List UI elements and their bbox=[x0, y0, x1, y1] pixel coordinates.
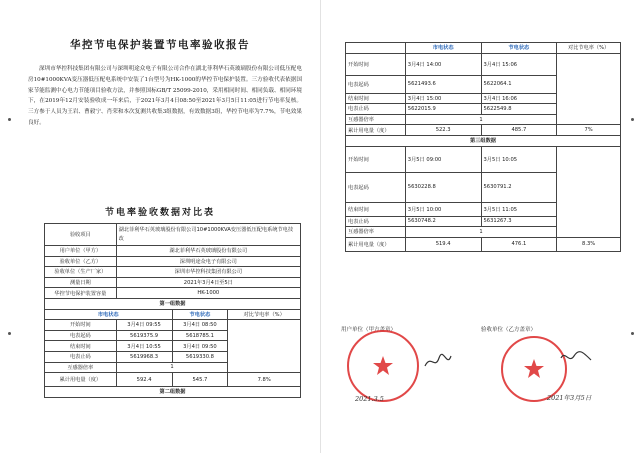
saver-header: 节电状态 bbox=[481, 43, 557, 54]
ratio-value: 7% bbox=[557, 125, 621, 136]
city-cumulative: 592.4 bbox=[116, 373, 172, 387]
data-row bbox=[346, 53, 621, 75]
row-label: 互感器倍率 bbox=[346, 227, 406, 238]
saver-start-time: 3月4日 08:50 bbox=[172, 320, 228, 331]
row-label: 开始时间 bbox=[346, 53, 406, 75]
ratio-value: 7.8% bbox=[228, 373, 301, 387]
report-title: 华控节电保护装置节电率验收报告 bbox=[70, 39, 250, 51]
city-header: 市电状态 bbox=[45, 309, 173, 320]
info-and-group1-table bbox=[44, 223, 301, 398]
ratio-value: 8.3% bbox=[557, 237, 621, 251]
table-title: 节电率验收数据对比表 bbox=[104, 208, 215, 218]
ratio-blank bbox=[228, 320, 301, 373]
saver-cumulative: 545.7 bbox=[172, 373, 228, 387]
city-cumulative: 522.3 bbox=[405, 125, 481, 136]
ratio-blank bbox=[557, 53, 621, 125]
row-label: 结束时间 bbox=[346, 93, 406, 104]
group2-and-3-table bbox=[345, 42, 621, 252]
city-end-time: 3月4日 10:55 bbox=[116, 341, 172, 352]
data-row bbox=[45, 373, 301, 387]
ratio-header: 对比节电率（%） bbox=[557, 43, 621, 54]
saver-end-meter: 5622549.8 bbox=[481, 104, 557, 115]
saver-end-meter: 5619330.8 bbox=[172, 351, 228, 362]
info-value: HK-1000 bbox=[116, 288, 300, 299]
left-page bbox=[0, 0, 320, 453]
row-label: 开始时间 bbox=[45, 320, 117, 331]
info-row bbox=[45, 224, 301, 246]
data-row bbox=[346, 125, 621, 136]
group-heading: 第三组数据 bbox=[346, 135, 621, 146]
city-start-time: 3月4日 09:55 bbox=[116, 320, 172, 331]
saver-cumulative: 485.7 bbox=[481, 125, 557, 136]
saver-start-time: 3月5日 10:05 bbox=[481, 146, 557, 172]
info-label: 华控节电保护装置容量 bbox=[45, 288, 117, 299]
ratio-blank bbox=[557, 146, 621, 237]
city-start-meter: 5621493.6 bbox=[405, 75, 481, 93]
group-heading: 第二组数据 bbox=[45, 387, 301, 398]
city-header: 市电状态 bbox=[405, 43, 481, 54]
report-body: 深圳市华控科技集团有限公司与深圳明途众电子有限公司合作在湖北菲利华石英玻璃股份有限公司低压配电房10#1000KVA变压器低压配电系统中安装了1台型号为HK-1000的华控节电保护装置。三方验收代表依据国家节能监测中心电力节能项目验收方法，并参照国标GB/T 25099-2010，采用相同时间、相同负载、相同环境下，在2019年12月安装验收成一年来后，于2021年3月4日08:50至2021年3月5日11:05进行节电率复核。三方参于人员为王岩、曹毅宁、肖荣和本次复测共收集3组数据，有效数据3组，华控节电率为7.7%，节电效果良好。 bbox=[28, 66, 302, 126]
info-row bbox=[45, 246, 301, 257]
party-a-signature bbox=[423, 352, 453, 374]
seal-star-icon bbox=[503, 338, 565, 400]
info-label: 用户单位（甲方） bbox=[45, 246, 117, 257]
row-label: 电表止码 bbox=[346, 104, 406, 115]
info-row bbox=[45, 288, 301, 299]
info-row bbox=[45, 277, 301, 288]
row-label: 开始时间 bbox=[346, 146, 406, 172]
row-label: 互感器倍率 bbox=[346, 114, 406, 125]
party-b-signature bbox=[559, 348, 593, 370]
saver-end-time: 3月4日 16:06 bbox=[481, 93, 557, 104]
saver-cumulative: 476.1 bbox=[481, 237, 557, 251]
info-row bbox=[45, 256, 301, 267]
punch-hole bbox=[631, 332, 634, 335]
saver-end-time: 3月4日 09:50 bbox=[172, 341, 228, 352]
header-row bbox=[346, 43, 621, 54]
saver-start-meter: 5630791.2 bbox=[481, 172, 557, 202]
city-start-meter: 5630228.8 bbox=[405, 172, 481, 202]
row-label: 电表止码 bbox=[45, 351, 117, 362]
saver-header: 节电状态 bbox=[172, 309, 228, 320]
saver-start-meter: 5622064.1 bbox=[481, 75, 557, 93]
info-value: 湖北菲利华石英玻璃股份有限公司 bbox=[116, 246, 300, 257]
row-label: 累计用电量（度） bbox=[346, 237, 406, 251]
saver-end-meter: 5631267.3 bbox=[481, 216, 557, 227]
ratio-header: 对比节电率（%） bbox=[228, 309, 301, 320]
data-row bbox=[45, 320, 301, 331]
party-a-label: 用户单位（甲方盖章） bbox=[341, 327, 397, 333]
party-b-date: 2021年3月5日 bbox=[547, 394, 592, 402]
ct-ratio-value: 1 bbox=[405, 114, 556, 125]
punch-hole bbox=[8, 332, 11, 335]
city-end-meter: 5630748.2 bbox=[405, 216, 481, 227]
punch-hole bbox=[8, 118, 11, 121]
party-b-label: 验收单位（乙方盖章） bbox=[481, 327, 537, 333]
info-label: 测量日期 bbox=[45, 277, 117, 288]
saver-start-time: 3月4日 15:06 bbox=[481, 53, 557, 75]
row-label: 互感器倍率 bbox=[45, 362, 117, 373]
punch-hole bbox=[631, 118, 634, 121]
data-row bbox=[346, 237, 621, 251]
row-label: 累计用电量（度） bbox=[45, 373, 117, 387]
city-start-time: 3月5日 09:00 bbox=[405, 146, 481, 172]
ct-ratio-value: 1 bbox=[116, 362, 228, 373]
city-start-time: 3月4日 14:00 bbox=[405, 53, 481, 75]
party-a-seal bbox=[347, 330, 419, 402]
info-label: 验收项目 bbox=[45, 224, 117, 246]
info-value: 深圳明途众电子有限公司 bbox=[116, 256, 300, 267]
header-row bbox=[45, 309, 301, 320]
row-label: 电表止码 bbox=[346, 216, 406, 227]
city-end-meter: 5619968.3 bbox=[116, 351, 172, 362]
city-end-time: 3月4日 15:00 bbox=[405, 93, 481, 104]
saver-start-meter: 5618785.1 bbox=[172, 330, 228, 341]
group-heading: 第一组数据 bbox=[45, 298, 301, 309]
info-row bbox=[45, 267, 301, 278]
saver-end-time: 3月5日 11:05 bbox=[481, 202, 557, 216]
row-label: 电表起码 bbox=[45, 330, 117, 341]
ct-ratio-value: 1 bbox=[405, 227, 556, 238]
party-a-date: 2021.3.5 bbox=[355, 395, 384, 403]
row-label: 结束时间 bbox=[45, 341, 117, 352]
row-label: 累计用电量（度） bbox=[346, 125, 406, 136]
city-start-meter: 5619375.9 bbox=[116, 330, 172, 341]
seal-star-icon bbox=[349, 332, 417, 400]
blank-cell bbox=[346, 43, 406, 54]
data-row bbox=[346, 146, 621, 172]
info-label: 验收单位（生产厂家） bbox=[45, 267, 117, 278]
city-cumulative: 519.4 bbox=[405, 237, 481, 251]
info-label: 验收单位（乙方） bbox=[45, 256, 117, 267]
info-value: 深圳市华控科技集团有限公司 bbox=[116, 267, 300, 278]
right-page bbox=[320, 0, 641, 453]
row-label: 结束时间 bbox=[346, 202, 406, 216]
row-label: 电表起码 bbox=[346, 75, 406, 93]
city-end-meter: 5622015.9 bbox=[405, 104, 481, 115]
row-label: 电表起码 bbox=[346, 172, 406, 202]
info-value: 2021年3月4日至5日 bbox=[116, 277, 300, 288]
info-value: 湖北菲利华石英玻璃股份有限公司10#1000KVA变压器低压配电系统节电技改 bbox=[116, 224, 300, 246]
city-end-time: 3月5日 10:00 bbox=[405, 202, 481, 216]
